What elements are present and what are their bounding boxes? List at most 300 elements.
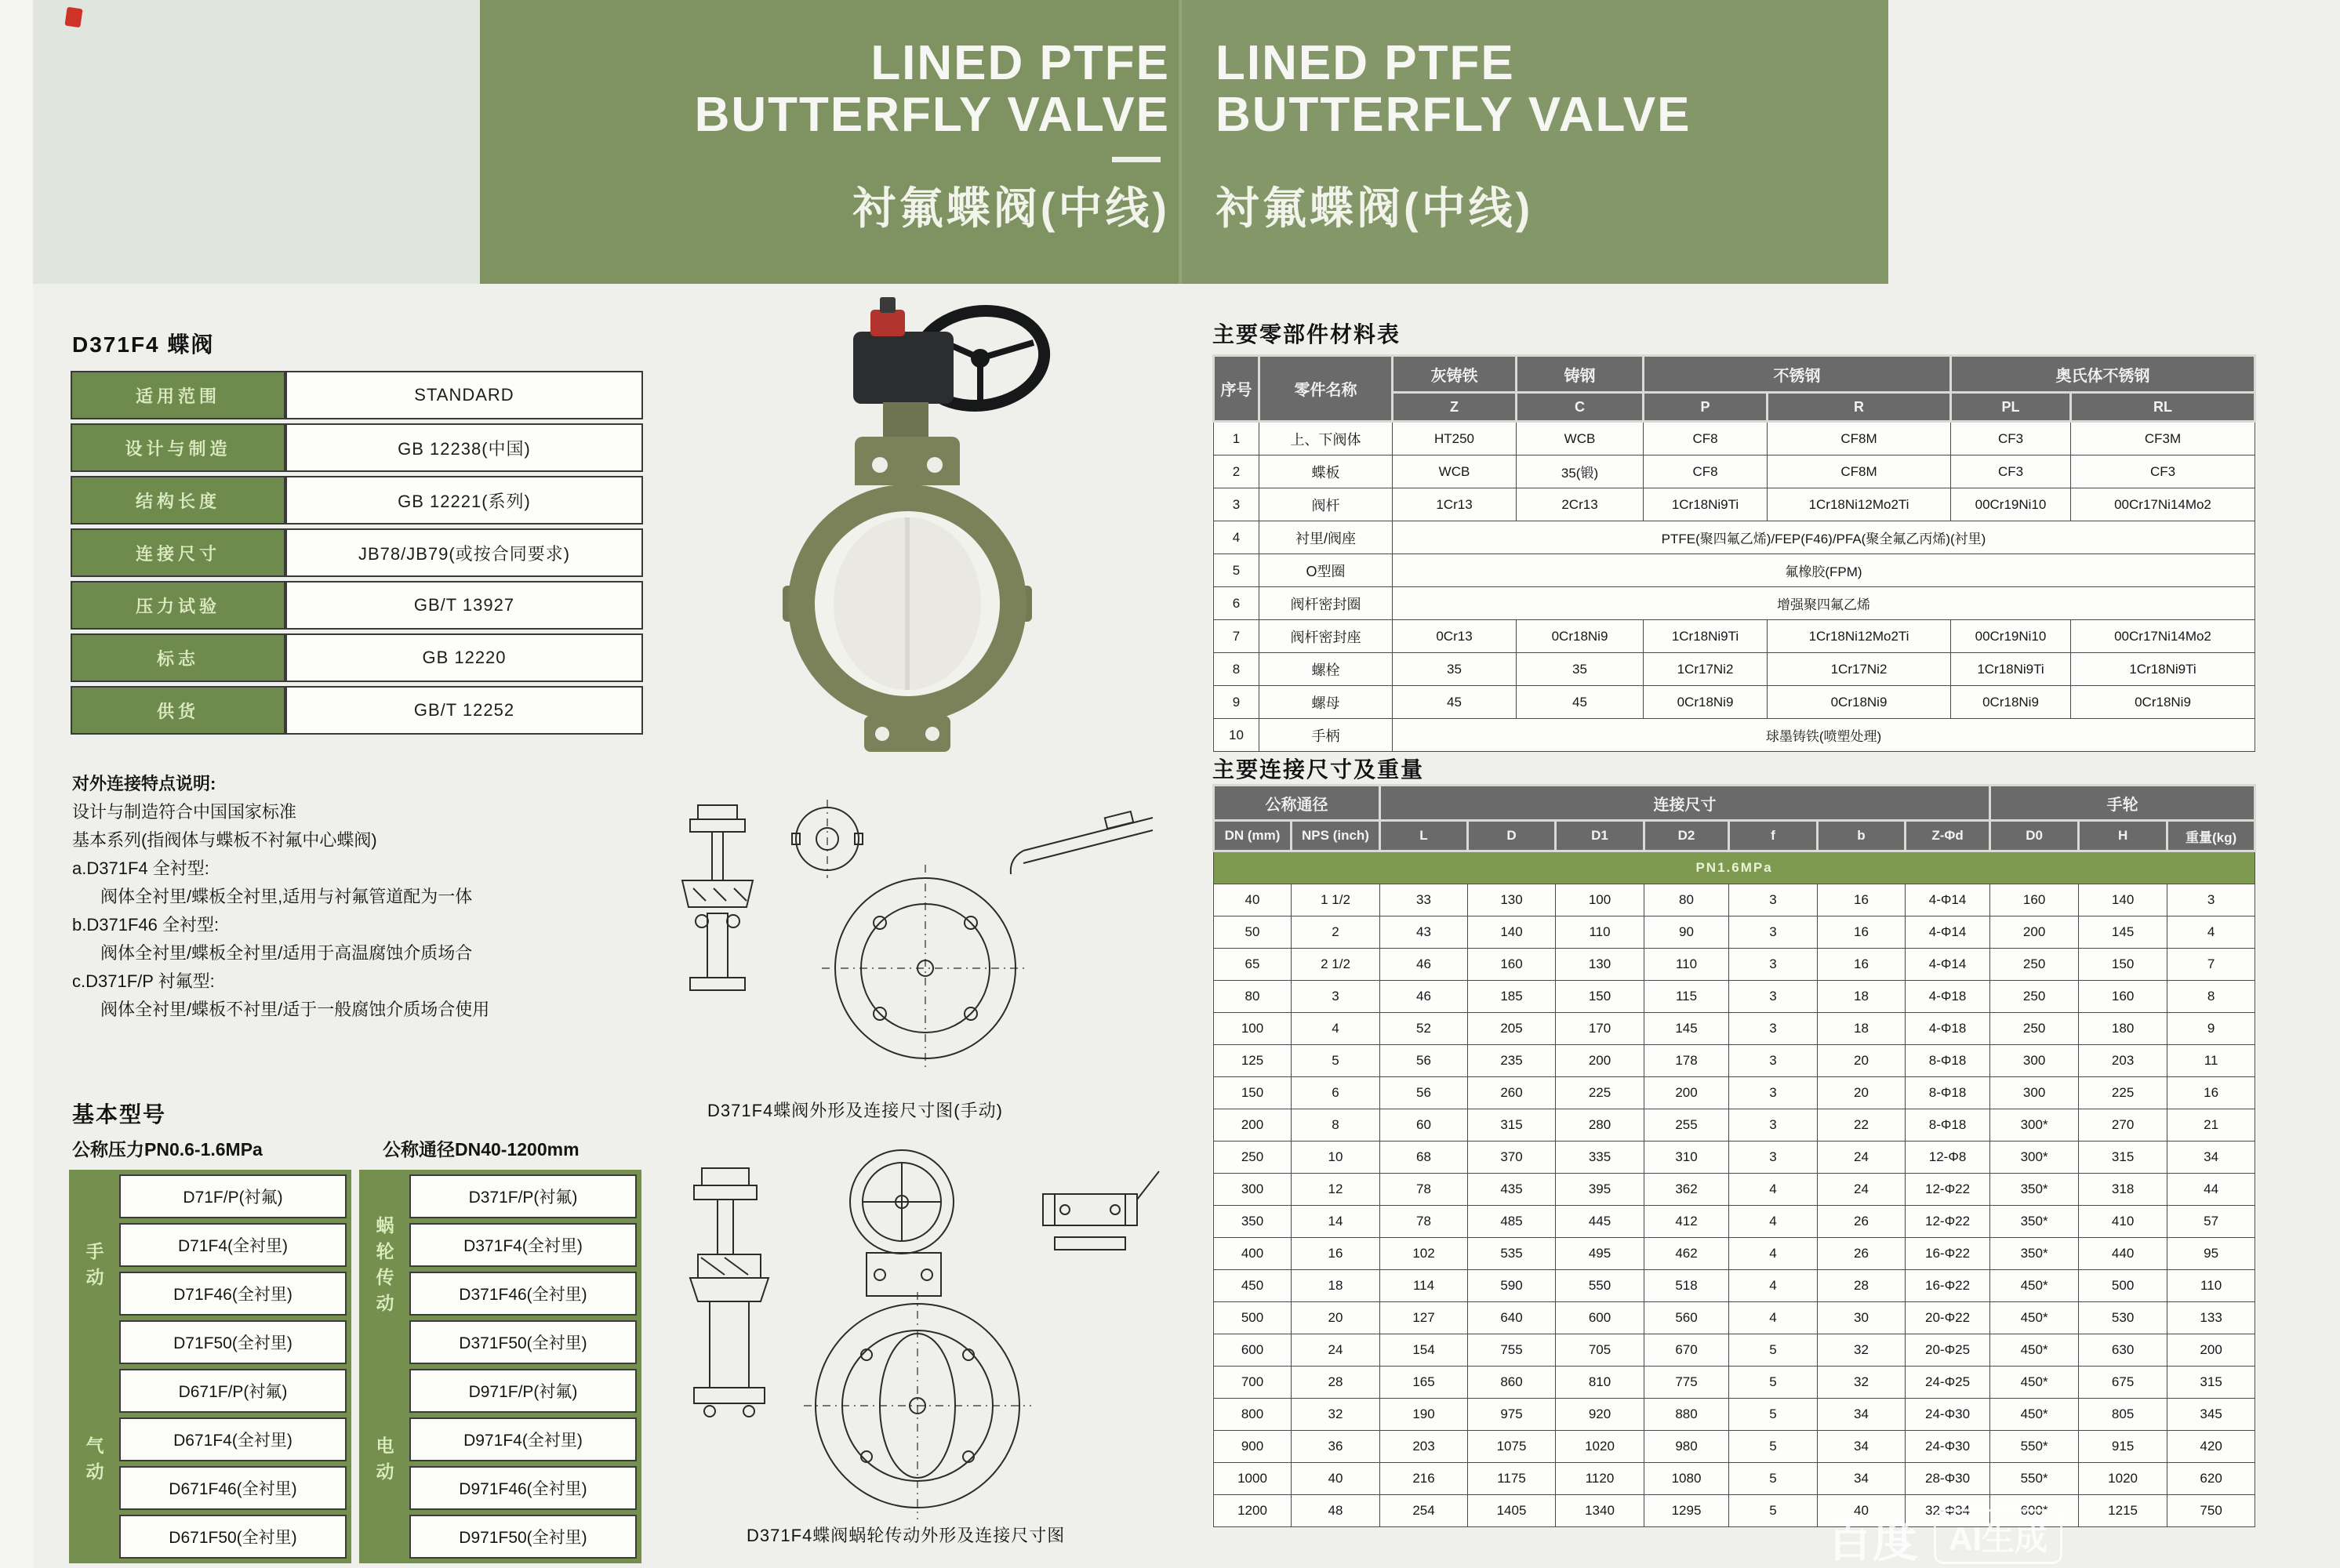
materials-row [1214,620,2255,653]
dim-value: 300 [1214,1174,1292,1206]
dim-value: 440 [2079,1238,2167,1270]
materials-part: 螺母 [1259,686,1393,719]
materials-value: 00Cr19Ni10 [1951,620,2071,653]
materials-sub-r: R [1768,393,1951,422]
materials-seq: 7 [1214,620,1259,653]
dim-value: 450* [1990,1302,2079,1334]
dim-value: 550* [1990,1463,2079,1495]
dim-value: 670 [1644,1334,1729,1367]
dim-col-d: D [1468,821,1556,851]
materials-span-value: 增强聚四氟乙烯 [1393,587,2255,620]
dim-value: 412 [1644,1206,1729,1238]
dim-value: 800 [1214,1399,1292,1431]
model-table-1 [359,1170,641,1563]
model-group-text: 气动 [83,1436,104,1488]
materials-sub-rl: RL [2071,393,2255,422]
dim-value: 3 [1729,981,1818,1013]
dim-value: 810 [1556,1367,1644,1399]
materials-value: CF8 [1644,456,1768,488]
dim-value: 16-Φ22 [1906,1270,1990,1302]
note-line: 对外连接特点说明: [72,774,216,793]
dim-row [1214,1238,2255,1270]
materials-value: 45 [1517,686,1644,719]
dim-value: 127 [1380,1302,1468,1334]
dim-group-handwheel: 手轮 [1990,786,2255,821]
materials-value: HT250 [1393,422,1517,456]
materials-col-no: 序号 [1214,356,1259,422]
dim-value: 190 [1380,1399,1468,1431]
dim-value: 225 [2079,1077,2167,1109]
dim-value: 530 [2079,1302,2167,1334]
materials-seq: 2 [1214,456,1259,488]
materials-row [1214,422,2255,456]
pn-label: PN1.6MPa [1214,851,2255,884]
dim-value: 550 [1556,1270,1644,1302]
dim-value: 100 [1556,884,1644,916]
dim-value: 20 [1292,1302,1380,1334]
materials-value: CF3 [1951,422,2071,456]
dim-row [1214,1431,2255,1463]
dim-value: 16 [2167,1077,2255,1109]
spec-label: 连接尺寸 [71,528,285,577]
dim-value: 78 [1380,1174,1468,1206]
red-stamp-mark [64,7,82,28]
materials-value: 1Cr18Ni9Ti [2071,653,2255,686]
dim-value: 65 [1214,949,1292,981]
header-underline-dash [1112,157,1161,162]
spec-label: 设计与制造 [71,423,285,472]
model-row [74,1272,347,1316]
dim-value: 57 [2167,1206,2255,1238]
dim-value: 4 [1729,1206,1818,1238]
dim-value: 280 [1556,1109,1644,1142]
materials-row [1214,488,2255,521]
model-group-label [364,1369,405,1559]
dim-value: 880 [1644,1399,1729,1431]
model-row [74,1417,347,1461]
spec-row [71,476,643,524]
pn-row [1214,851,2255,884]
dim-value: 16 [1818,884,1906,916]
left-margin-strip [0,0,480,284]
dim-value: 445 [1556,1206,1644,1238]
dim-value: 640 [1468,1302,1556,1334]
dim-value: 24-Φ25 [1906,1367,1990,1399]
dim-value: 12-Φ22 [1906,1206,1990,1238]
dim-value: 400 [1214,1238,1292,1270]
dim-value: 395 [1556,1174,1644,1206]
dim-value: 22 [1818,1109,1906,1142]
dim-value: 56 [1380,1077,1468,1109]
materials-value: 1Cr18Ni9Ti [1644,488,1768,521]
dim-value: 145 [2079,916,2167,949]
model-name: D971F/P(衬氟) [409,1369,637,1413]
dim-value: 32 [1818,1334,1906,1367]
dim-value: 300* [1990,1109,2079,1142]
dim-value: 300* [1990,1142,2079,1174]
dim-value: 315 [1468,1109,1556,1142]
materials-seq: 3 [1214,488,1259,521]
dim-value: 20 [1818,1077,1906,1109]
watermark [1827,1504,2062,1568]
dim-value: 50 [1214,916,1292,949]
dim-value: 160 [1468,949,1556,981]
dim-value: 4 [1729,1174,1818,1206]
dim-value: 110 [1556,916,1644,949]
dim-value: 450* [1990,1367,2079,1399]
model-row [74,1174,347,1218]
spec-table-body [71,371,643,735]
dim-value: 203 [2079,1045,2167,1077]
dim-value: 315 [2079,1142,2167,1174]
materials-seq: 8 [1214,653,1259,686]
materials-value: 35(锻) [1517,456,1644,488]
dim-value: 4 [1729,1302,1818,1334]
model-row [74,1320,347,1364]
dim-value: 170 [1556,1013,1644,1045]
materials-row [1214,686,2255,719]
materials-table-body [1214,422,2255,752]
materials-span-value: 氟橡胶(FPM) [1393,554,2255,587]
dim-value: 420 [2167,1431,2255,1463]
spec-row [71,686,643,735]
dim-group-connection: 连接尺寸 [1380,786,1990,821]
dim-value: 550* [1990,1431,2079,1463]
dim-value: 4 [1729,1238,1818,1270]
spec-row [71,423,643,472]
model-group-label [74,1174,114,1364]
materials-value: 2Cr13 [1517,488,1644,521]
dim-value: 18 [1292,1270,1380,1302]
materials-value: 45 [1393,686,1517,719]
dim-value: 3 [1292,981,1380,1013]
dim-value: 18 [1818,981,1906,1013]
spec-table [71,367,643,739]
model-row [364,1174,637,1218]
model-group-label [74,1369,114,1559]
dim-value: 4 [1729,1270,1818,1302]
dim-row [1214,884,2255,916]
model-name: D971F50(全衬里) [409,1515,637,1559]
dim-value: 235 [1468,1045,1556,1077]
dim-value: 3 [1729,1142,1818,1174]
dim-col-d0: D0 [1990,821,2079,851]
dim-col-nps: NPS (inch) [1292,821,1380,851]
dim-value: 34 [1818,1463,1906,1495]
dim-value: 4 [2167,916,2255,949]
dim-value: 160 [2079,981,2167,1013]
dim-value: 620 [2167,1463,2255,1495]
dim-value: 16 [1818,916,1906,949]
dim-value: 250 [1990,949,2079,981]
materials-row [1214,521,2255,554]
dim-value: 16-Φ22 [1906,1238,1990,1270]
dim-value: 1215 [2079,1495,2167,1527]
dim-value: 18 [1818,1013,1906,1045]
dim-value: 130 [1556,949,1644,981]
materials-value: CF8M [1768,456,1951,488]
materials-value: 1Cr18Ni9Ti [1951,653,2071,686]
materials-seq: 9 [1214,686,1259,719]
note-line: 设计与制造符合中国国家标准 [72,802,297,822]
dim-value: 102 [1380,1238,1468,1270]
notes-block [72,770,489,1024]
model-name: D71F4(全衬里) [119,1223,347,1267]
model-name: D371F4(全衬里) [409,1223,637,1267]
dim-value: 3 [1729,1045,1818,1077]
spec-value: GB 12220 [285,633,643,682]
materials-value: 00Cr17Ni14Mo2 [2071,488,2255,521]
watermark-brand: 百度 [1827,1515,1919,1566]
dim-value: 90 [1644,916,1729,949]
dim-value: 1120 [1556,1463,1644,1495]
spec-label: 压力试验 [71,581,285,630]
dim-value: 26 [1818,1206,1906,1238]
drawing-caption-2: D371F4蝶阀蜗轮传动外形及连接尺寸图 [747,1526,1066,1545]
model-group-text: 手动 [83,1241,104,1294]
model-row [364,1417,637,1461]
dim-value: 5 [1292,1045,1380,1077]
dim-value: 900 [1214,1431,1292,1463]
dim-value: 24-Φ30 [1906,1431,1990,1463]
dim-value: 318 [2079,1174,2167,1206]
materials-value: 00Cr17Ni14Mo2 [2071,620,2255,653]
dimensions-section-title: 主要连接尺寸及重量 [1212,757,1425,782]
materials-section-title: 主要零部件材料表 [1212,322,1401,347]
dim-value: 20-Φ25 [1906,1334,1990,1367]
dim-value: 7 [2167,949,2255,981]
spec-value: GB 12221(系列) [285,476,643,524]
dim-value: 8-Φ18 [1906,1109,1990,1142]
dim-value: 518 [1644,1270,1729,1302]
page-title-en-line2: BUTTERFLY VALVE [694,88,1170,142]
dim-value: 560 [1644,1302,1729,1334]
model-name: D71F/P(衬氟) [119,1174,347,1218]
dim-value: 3 [1729,1013,1818,1045]
dim-value: 1080 [1644,1463,1729,1495]
dim-value: 5 [1729,1367,1818,1399]
dim-value: 21 [2167,1109,2255,1142]
page-title-cn: 衬氟蝶阀(中线) [1215,183,1534,233]
page-title-cn: 衬氟蝶阀(中线) [852,183,1170,233]
dim-value: 4-Φ18 [1906,1013,1990,1045]
spec-label: 标志 [71,633,285,682]
materials-span-value: 球墨铸铁(喷塑处理) [1393,719,2255,752]
dim-value: 335 [1556,1142,1644,1174]
dim-value: 980 [1644,1431,1729,1463]
materials-part: 衬里/阀座 [1259,521,1393,554]
dim-value: 12 [1292,1174,1380,1206]
dim-value: 33 [1380,884,1468,916]
dim-value: 1075 [1468,1431,1556,1463]
dim-value: 12-Φ22 [1906,1174,1990,1206]
dim-col-dn: DN (mm) [1214,821,1292,851]
dim-value: 133 [2167,1302,2255,1334]
dim-row [1214,1399,2255,1431]
dim-col-h: H [2079,821,2167,851]
size-caption: 公称通径DN40-1200mm [383,1139,580,1160]
materials-part: 阀杆密封圈 [1259,587,1393,620]
dim-value: 140 [2079,884,2167,916]
spec-value: JB78/JB79(或按合同要求) [285,528,643,577]
dim-value: 14 [1292,1206,1380,1238]
dim-row [1214,1495,2255,1527]
note-line: c.D371F/P 衬氟型: [72,971,215,991]
model-group-label [364,1174,405,1364]
dim-value: 200 [1644,1077,1729,1109]
dim-value: 56 [1380,1045,1468,1077]
page-title-en-line1: LINED PTFE [1215,36,1515,90]
materials-part: 手柄 [1259,719,1393,752]
dim-value: 44 [2167,1174,2255,1206]
dim-value: 200 [2167,1334,2255,1367]
materials-row [1214,587,2255,620]
dim-value: 12-Φ8 [1906,1142,1990,1174]
materials-value: 1Cr18Ni12Mo2Ti [1768,620,1951,653]
note-line: 阀体全衬里/蝶板不衬里/适于一般腐蚀介质场合使用 [100,1000,490,1019]
dim-row [1214,1302,2255,1334]
dim-value: 24 [1818,1174,1906,1206]
materials-part: O型圈 [1259,554,1393,587]
materials-value: 0Cr18Ni9 [1951,686,2071,719]
dim-value: 485 [1468,1206,1556,1238]
dim-value: 350* [1990,1174,2079,1206]
materials-group-cast-steel: 铸钢 [1517,356,1644,393]
dim-value: 24 [1292,1334,1380,1367]
spec-value: GB/T 13927 [285,581,643,630]
dim-value: 590 [1468,1270,1556,1302]
spec-row [71,528,643,577]
dim-value: 36 [1292,1431,1380,1463]
dim-value: 24 [1818,1142,1906,1174]
dim-value: 28 [1818,1270,1906,1302]
materials-value: 1Cr18Ni12Mo2Ti [1768,488,1951,521]
dim-value: 32 [1818,1367,1906,1399]
model-row [364,1320,637,1364]
dim-value: 350* [1990,1206,2079,1238]
dim-row [1214,1206,2255,1238]
materials-seq: 6 [1214,587,1259,620]
materials-sub-z: Z [1393,393,1517,422]
dim-value: 150 [2079,949,2167,981]
model-row [364,1223,637,1267]
dim-value: 5 [1729,1463,1818,1495]
dim-value: 600* [1990,1495,2079,1527]
materials-row [1214,719,2255,752]
dim-value: 40 [1214,884,1292,916]
model-name: D671F4(全衬里) [119,1417,347,1461]
dim-value: 630 [2079,1334,2167,1367]
dim-row [1214,1174,2255,1206]
dim-value: 1000 [1214,1463,1292,1495]
model-row [74,1223,347,1267]
dim-value: 4 [1292,1013,1380,1045]
gearbox [853,297,954,404]
dim-row [1214,1270,2255,1302]
dim-value: 80 [1644,884,1729,916]
dim-value: 80 [1214,981,1292,1013]
dim-value: 3 [1729,949,1818,981]
model-row [364,1515,637,1559]
dim-value: 450* [1990,1270,2079,1302]
materials-value: 00Cr19Ni10 [1951,488,2071,521]
dim-value: 362 [1644,1174,1729,1206]
dim-value: 915 [2079,1431,2167,1463]
dim-row [1214,1109,2255,1142]
dim-value: 6 [1292,1077,1380,1109]
model-row [364,1369,637,1413]
materials-value: CF8M [1768,422,1951,456]
dim-value: 10 [1292,1142,1380,1174]
dim-value: 860 [1468,1367,1556,1399]
model-name: D371F50(全衬里) [409,1320,637,1364]
materials-value: CF3 [1951,456,2071,488]
dim-value: 225 [1556,1077,1644,1109]
dim-value: 34 [2167,1142,2255,1174]
models-section-title: 基本型号 [72,1102,167,1127]
dim-value: 34 [1818,1399,1906,1431]
dim-value: 450 [1214,1270,1292,1302]
dim-value: 1200 [1214,1495,1292,1527]
dim-col-zd: Z-Φd [1906,821,1990,851]
materials-sub-p: P [1644,393,1768,422]
dim-value: 5 [1729,1334,1818,1367]
dim-value: 1020 [1556,1431,1644,1463]
dim-value: 5 [1729,1431,1818,1463]
materials-part: 阀杆 [1259,488,1393,521]
dim-row [1214,981,2255,1013]
model-row [364,1272,637,1316]
dim-value: 495 [1556,1238,1644,1270]
valve-photo [745,286,1055,757]
dim-value: 48 [1292,1495,1380,1527]
dim-value: 250 [1990,981,2079,1013]
materials-sub-pl: PL [1951,393,2071,422]
dim-row [1214,1334,2255,1367]
dim-value: 203 [1380,1431,1468,1463]
dim-value: 165 [1380,1367,1468,1399]
dim-value: 5 [1729,1399,1818,1431]
dim-value: 500 [1214,1302,1292,1334]
dim-value: 700 [1214,1367,1292,1399]
note-line: a.D371F4 全衬型: [72,858,209,878]
dim-value: 11 [2167,1045,2255,1077]
dim-value: 46 [1380,949,1468,981]
dim-value: 20-Φ22 [1906,1302,1990,1334]
dim-value: 675 [2079,1367,2167,1399]
dim-value: 255 [1644,1109,1729,1142]
dim-value: 254 [1380,1495,1468,1527]
spec-row [71,633,643,682]
dim-value: 920 [1556,1399,1644,1431]
model-group-text: 电动 [373,1436,394,1488]
materials-value: CF3 [2071,456,2255,488]
materials-span-value: PTFE(聚四氟乙烯)/FEP(F46)/PFA(聚全氟乙丙烯)(衬里) [1393,521,2255,554]
materials-value: CF8 [1644,422,1768,456]
note-line: 阀体全衬里/蝶板全衬里/适用于高温腐蚀介质场合 [100,943,473,963]
materials-value: 0Cr18Ni9 [1517,620,1644,653]
materials-value: 0Cr18Ni9 [2071,686,2255,719]
dim-value: 8-Φ18 [1906,1045,1990,1077]
model-name: D971F46(全衬里) [409,1466,637,1510]
page-title-en-line2: BUTTERFLY VALVE [1215,88,1691,142]
dim-row [1214,1142,2255,1174]
dim-value: 3 [2167,884,2255,916]
model-name: D971F4(全衬里) [409,1417,637,1461]
spec-value: STANDARD [285,371,643,419]
materials-value: 1Cr18Ni9Ti [1644,620,1768,653]
dim-value: 40 [1818,1495,1906,1527]
